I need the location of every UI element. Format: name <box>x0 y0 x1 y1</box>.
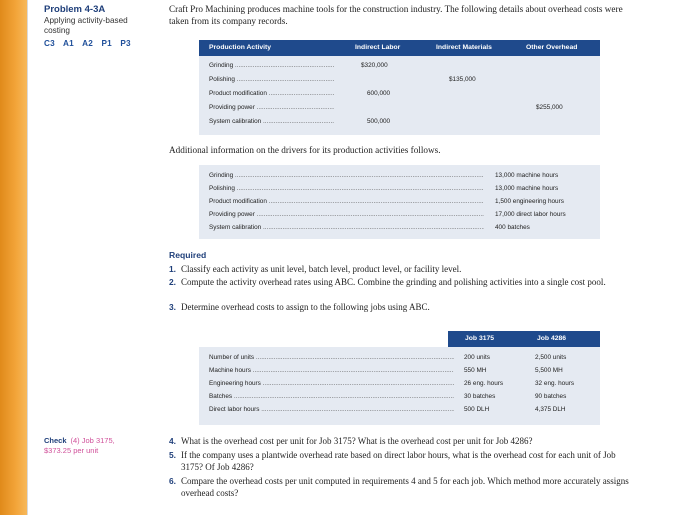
table-cell: 17,000 direct labor hours <box>495 211 566 218</box>
header-indirect-labor: Indirect Labor <box>355 44 401 51</box>
table-row-label: Number of units ..... <box>209 354 454 361</box>
jobs-table <box>199 331 600 425</box>
table-cell: $320,000 <box>361 62 388 69</box>
cost-table-header <box>199 40 600 56</box>
table-cell: 1,500 engineering hours <box>495 198 564 205</box>
table-cell: 2,500 units <box>535 354 567 361</box>
requirement-5 <box>169 450 639 474</box>
book-spine-edge <box>0 0 27 515</box>
requirement-2 <box>169 277 639 301</box>
table-row-label: Batches ..... <box>209 393 454 400</box>
requirement-6 <box>169 476 639 500</box>
requirement-text: What is the overhead cost per unit for Job 3175? What is the overhead cost per unit for Job 4286? <box>181 436 533 446</box>
header-job-3175: Job 3175 <box>465 335 495 342</box>
table-cell: $255,000 <box>536 104 563 111</box>
requirement-number: 3. <box>169 302 176 312</box>
required-heading: Required <box>169 250 207 260</box>
header-job-4286: Job 4286 <box>537 335 567 342</box>
table-row-label: System calibration ..... <box>209 224 484 231</box>
table-row-label: Grinding ..... <box>209 62 334 69</box>
table-cell: 4,375 DLH <box>535 406 566 413</box>
table-cell: 26 eng. hours <box>464 380 504 387</box>
requirement-text: Determine overhead costs to assign to the following jobs using ABC. <box>181 302 430 312</box>
table-cell: 30 batches <box>464 393 496 400</box>
table-row-label: Direct labor hours ..... <box>209 406 454 413</box>
lo-code: A1 <box>63 39 74 48</box>
header-production-activity: Production Activity <box>209 44 272 51</box>
table-cell: 550 MH <box>464 367 487 374</box>
header-indirect-materials: Indirect Materials <box>436 44 492 51</box>
intro-paragraph: Craft Pro Machining produces machine tools for the construction industry. The following details about overhead costs were taken from its company records. <box>169 4 623 26</box>
lo-code: P1 <box>101 39 112 48</box>
activity-drivers-table <box>199 165 600 239</box>
learning-objectives <box>44 39 154 48</box>
jobs-table-header <box>448 331 600 347</box>
requirement-1 <box>169 264 639 276</box>
requirement-number: 1. <box>169 264 176 274</box>
lo-code: C3 <box>44 39 55 48</box>
check-line-1: (4) Job 3175, <box>70 436 115 445</box>
table-row-label: Providing power ..... <box>209 211 484 218</box>
jobs-table-body <box>199 347 600 425</box>
check-answer-note <box>44 436 154 456</box>
table-cell: 600,000 <box>367 90 391 97</box>
table-cell: 5,500 MH <box>535 367 563 374</box>
table-row-label: Grinding ..... <box>209 172 484 179</box>
table-row-label: Product modification ..... <box>209 90 334 97</box>
table-cell: 90 batches <box>535 393 567 400</box>
requirement-text: Compare the overhead costs per unit computed in requirements 4 and 5 for each job. Which method more accurately assigns overhead costs? <box>181 476 629 498</box>
requirement-text: Compute the activity overhead rates using ABC. Combine the grinding and polishing activities into a single cost pool. <box>181 277 606 287</box>
table-row-label: Engineering hours ..... <box>209 380 454 387</box>
problem-margin-info <box>44 4 154 48</box>
cost-table-body <box>199 56 600 135</box>
requirement-3 <box>169 302 639 314</box>
table-row-label: Polishing ..... <box>209 76 334 83</box>
table-cell: 13,000 machine hours <box>495 185 559 192</box>
requirement-number: 2. <box>169 277 176 287</box>
problem-title: Problem 4-3A <box>44 4 106 15</box>
lo-code: P3 <box>120 39 131 48</box>
table-cell: 13,000 machine hours <box>495 172 559 179</box>
requirement-text: If the company uses a plantwide overhead rate based on direct labor hours, what is the overhead cost for each unit of Job 3175? Of Job 4286? <box>181 450 616 472</box>
page-gutter-line <box>27 0 28 515</box>
overhead-cost-table <box>199 40 600 135</box>
table-row-label: Providing power ..... <box>209 104 334 111</box>
header-other-overhead: Other Overhead <box>526 44 578 51</box>
requirement-text: Classify each activity as unit level, batch level, product level, or facility level. <box>181 264 462 274</box>
table-row-label: System calibration ..... <box>209 118 334 125</box>
table-cell: $135,000 <box>449 76 476 83</box>
table-cell: 32 eng. hours <box>535 380 575 387</box>
requirement-number: 6. <box>169 476 176 486</box>
problem-subtitle-line-1: Applying activity-based <box>44 16 128 25</box>
table-cell: 200 units <box>464 354 490 361</box>
drivers-table-body <box>199 165 600 239</box>
lo-code: A2 <box>82 39 93 48</box>
check-label: Check <box>44 436 67 445</box>
table-row-label: Machine hours ..... <box>209 367 454 374</box>
table-row-label: Product modification ..... <box>209 198 484 205</box>
table-cell: 500 DLH <box>464 406 490 413</box>
requirement-number: 5. <box>169 450 176 460</box>
check-line-2: $373.25 per unit <box>44 446 99 455</box>
table-cell: 500,000 <box>367 118 391 125</box>
problem-subtitle-line-2: costing <box>44 26 70 35</box>
requirement-4 <box>169 436 639 448</box>
requirement-number: 4. <box>169 436 176 446</box>
table-cell: 400 batches <box>495 224 530 231</box>
table-row-label: Polishing ..... <box>209 185 484 192</box>
drivers-intro-text: Additional information on the drivers for its production activities follows. <box>169 145 441 155</box>
